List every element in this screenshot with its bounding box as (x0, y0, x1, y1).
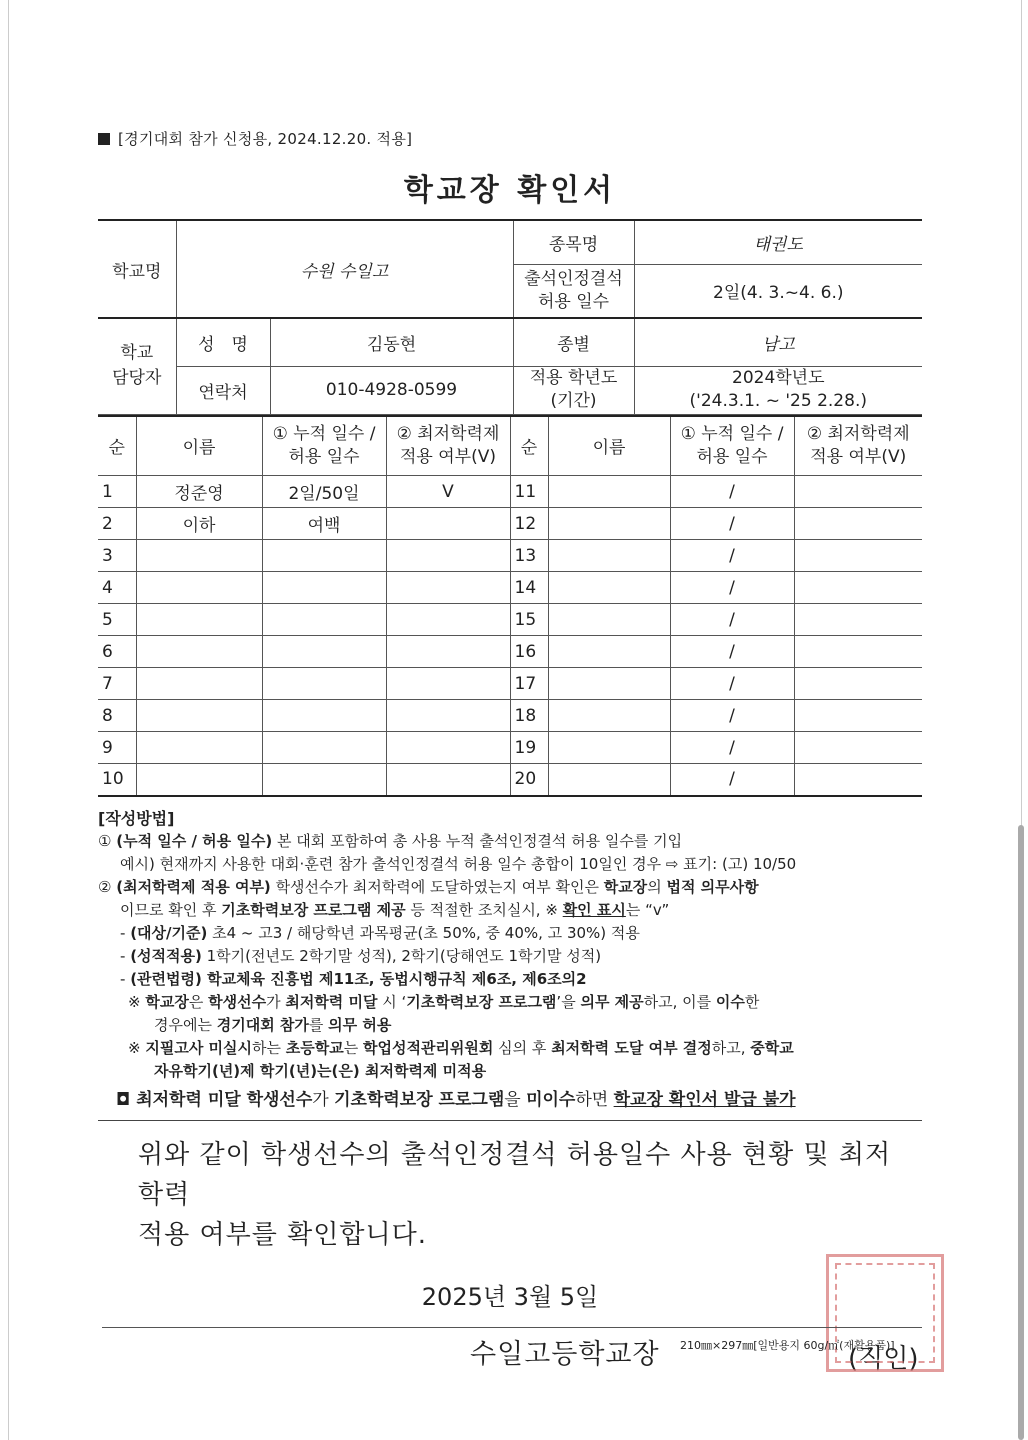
t: 는 (343, 1038, 363, 1057)
t: 은 (188, 992, 209, 1011)
row-no: 10 (98, 764, 136, 796)
year-label-2: (기간) (550, 391, 597, 411)
row-days: / (670, 540, 794, 572)
t: 법적 의무사항 (666, 877, 759, 896)
year-label (513, 366, 634, 414)
row-name (136, 764, 262, 796)
row-check (794, 668, 922, 700)
year-value (634, 366, 922, 414)
t: 초4 ~ 고3 / 해당학년 과목평균(초 50%, 중 40%, 고 30%) 적용 (207, 923, 640, 942)
year-label-1: 적용 학년도 (529, 368, 618, 388)
row-no: 13 (510, 540, 548, 572)
t: 하고, (711, 1038, 751, 1057)
row-check (794, 700, 922, 732)
t: ② (98, 877, 117, 896)
row-days: / (670, 508, 794, 540)
row-no: 15 (510, 604, 548, 636)
inst-line-5 (98, 922, 922, 945)
year-value-1: 2024학년도 (732, 368, 825, 388)
row-days: 여백 (262, 508, 386, 540)
name-value: 김동현 (270, 318, 513, 366)
t: (대상/기준) (130, 923, 208, 942)
t: (누적 일수 / 허용 일수) (116, 831, 273, 850)
t: 시 ‘ (377, 992, 407, 1011)
inst-line-4 (98, 899, 922, 922)
official-seal-stamp (826, 1254, 944, 1372)
t: 초등학교 (285, 1038, 344, 1057)
t: - (120, 946, 131, 965)
row-days: / (670, 700, 794, 732)
row-days (262, 604, 386, 636)
row-name (136, 604, 262, 636)
row-name (548, 668, 670, 700)
row-no: 17 (510, 668, 548, 700)
row-no: 7 (98, 668, 136, 700)
t: 을 (504, 1089, 527, 1110)
t: 하면 (575, 1089, 614, 1110)
row-days: / (670, 732, 794, 764)
roster-row (98, 476, 922, 508)
form-tag (98, 128, 922, 149)
row-check (386, 636, 510, 668)
row-days (262, 764, 386, 796)
t: 학생선수가 최저학력에 도달하였는지 여부 확인은 (270, 877, 604, 896)
row-check (386, 572, 510, 604)
contact-value: 010-4928-0599 (270, 366, 513, 414)
row-days: 2일/50일 (262, 476, 386, 508)
t: 최저학력 미달 학생선수 (130, 1089, 313, 1110)
row-name (548, 508, 670, 540)
scrollbar[interactable] (1018, 825, 1024, 1440)
row-name (548, 700, 670, 732)
info-table (98, 219, 922, 415)
t: - (120, 969, 131, 988)
row-check (794, 764, 922, 796)
row-days: / (670, 636, 794, 668)
days-label (513, 264, 634, 318)
row-no: 9 (98, 732, 136, 764)
col-min-right-2: 적용 여부(V) (810, 446, 907, 467)
roster-row (98, 572, 922, 604)
col-min-left (386, 416, 510, 476)
t: (최저학력제 적용 여부) (116, 877, 271, 896)
row-no: 18 (510, 700, 548, 732)
row-check (794, 604, 922, 636)
row-name (136, 540, 262, 572)
t: 의무 허용 (328, 1015, 392, 1034)
staff-label (98, 318, 176, 414)
t: 기초학력보장 프로그램 (334, 1089, 505, 1110)
t: 학교장 (145, 992, 189, 1011)
row-no: 2 (98, 508, 136, 540)
row-days: / (670, 668, 794, 700)
row-name (548, 572, 670, 604)
inst-line-3 (98, 876, 922, 899)
row-no: 12 (510, 508, 548, 540)
confirm-line-2: 적용 여부를 확인합니다. (138, 1219, 427, 1250)
row-check (794, 572, 922, 604)
row-no: 11 (510, 476, 548, 508)
t: 기초학력보장 프로그램 (406, 992, 557, 1011)
row-days (262, 668, 386, 700)
sport-value: 태권도 (634, 220, 922, 264)
row-check (794, 636, 922, 668)
row-check (386, 668, 510, 700)
t: 확인 표시 (562, 900, 626, 919)
col-min-right-1: ② 최저학력제 (806, 423, 910, 444)
t: 학업성적관리위원회 (362, 1038, 494, 1057)
t: 하고, 이를 (643, 992, 716, 1011)
row-days (262, 732, 386, 764)
row-name (548, 764, 670, 796)
t: ※ (128, 992, 146, 1011)
inst-line-10 (98, 1037, 922, 1060)
row-days: / (670, 764, 794, 796)
t: 의 (647, 877, 667, 896)
t: 미이수 (526, 1089, 576, 1110)
t: 본 대회 포함하여 총 사용 누적 출석인정결석 허용 일수를 기입 (272, 831, 683, 850)
type-value: 남고 (634, 318, 922, 366)
row-name (136, 636, 262, 668)
row-name (548, 732, 670, 764)
row-name (548, 604, 670, 636)
roster-row (98, 636, 922, 668)
row-name (548, 540, 670, 572)
school-label: 학교명 (98, 220, 176, 318)
row-check (794, 732, 922, 764)
sport-label: 종목명 (513, 220, 634, 264)
row-days: / (670, 572, 794, 604)
t: 경우에는 (154, 1015, 217, 1034)
row-days (262, 572, 386, 604)
t: 이수 (715, 992, 745, 1011)
row-check: V (386, 476, 510, 508)
inst-line-8 (98, 991, 922, 1014)
staff-label-2: 담당자 (112, 368, 162, 389)
t: 는 “v” (625, 900, 670, 919)
roster-row (98, 764, 922, 796)
t: (관련법령) 학교체육 진흥법 제11조, 동법시행규칙 제6조, 제6조의2 (130, 969, 587, 988)
row-check (794, 540, 922, 572)
t: 학교장 확인서 발급 불가 (613, 1089, 796, 1110)
row-no: 4 (98, 572, 136, 604)
row-check (386, 508, 510, 540)
confirm-line-1: 위와 같이 학생선수의 출석인정결석 허용일수 사용 현황 및 최저학력 (138, 1139, 892, 1210)
t: - (120, 923, 131, 942)
inst-line-1 (98, 830, 922, 853)
row-check (386, 732, 510, 764)
school-value: 수원 수일고 (176, 220, 513, 318)
col-no-right: 순 (510, 416, 548, 476)
t: 학교장 (603, 877, 648, 896)
year-value-2: ('24.3.1. ~ '25 2.28.) (689, 391, 867, 411)
contact-label: 연락처 (176, 366, 270, 414)
row-days (262, 540, 386, 572)
square-bullet-icon (98, 133, 110, 145)
t: ① (98, 831, 117, 850)
roster-row (98, 508, 922, 540)
row-name (136, 700, 262, 732)
t: 중학교 (750, 1038, 794, 1057)
principal-name: 수일고등학교장 (470, 1338, 660, 1370)
row-no: 16 (510, 636, 548, 668)
inst-line-2: 예시) 현재까지 사용한 대회·훈련 참가 출석인정결석 허용 일수 총합이 10일인 경우 ⇨ 표기: (고) 10/50 (120, 854, 797, 873)
row-check (386, 604, 510, 636)
col-days-right (670, 416, 794, 476)
row-no: 8 (98, 700, 136, 732)
t: 가 (312, 1089, 335, 1110)
t: 의무 제공 (580, 992, 644, 1011)
t: 학생선수 (208, 992, 267, 1011)
days-label-2: 허용 일수 (537, 291, 610, 312)
roster-row (98, 604, 922, 636)
col-days-right-2: 허용 일수 (696, 446, 768, 467)
t: 한 (744, 992, 760, 1011)
bottom-divider (102, 1327, 922, 1328)
col-days-left-1: ① 누적 일수 / (272, 423, 376, 444)
confirmation-text (98, 1135, 922, 1255)
row-name (548, 476, 670, 508)
instructions (98, 807, 922, 1112)
inst-line-11 (98, 1060, 922, 1083)
row-check (386, 540, 510, 572)
form-tag-text: [경기대회 참가 신청용, 2024.12.20. 적용] (118, 130, 413, 148)
row-check (386, 700, 510, 732)
t: 1학기(전년도 2학기말 성적), 2학기(당해연도 1학기말 성적) (201, 946, 602, 965)
row-name (136, 668, 262, 700)
seal-label: (직인) (848, 1343, 919, 1374)
row-days (262, 700, 386, 732)
divider (98, 1120, 922, 1121)
row-check (794, 508, 922, 540)
col-days-right-1: ① 누적 일수 / (680, 423, 784, 444)
t: 경기대회 참가 (216, 1015, 309, 1034)
document (98, 128, 922, 1372)
row-no: 14 (510, 572, 548, 604)
t: ※ (128, 1038, 146, 1057)
t: 기초학력보장 프로그램 제공 (221, 900, 406, 919)
row-no: 19 (510, 732, 548, 764)
days-value: 2일(4. 3.~4. 6.) (634, 264, 922, 318)
t: 심의 후 (493, 1038, 552, 1057)
row-no: 20 (510, 764, 548, 796)
col-min-left-1: ② 최저학력제 (396, 423, 500, 444)
t: 가 (266, 992, 286, 1011)
row-days: / (670, 604, 794, 636)
document-title: 학교장 확인서 (403, 173, 617, 208)
t: 자유학기(년)제 학기(년)는(은) 최저학력제 미적용 (154, 1061, 487, 1080)
row-check (794, 476, 922, 508)
inst-line-9 (98, 1014, 922, 1037)
row-name (136, 732, 262, 764)
row-name (548, 636, 670, 668)
type-label: 종별 (513, 318, 634, 366)
row-name (136, 572, 262, 604)
t: 이므로 확인 후 (120, 900, 222, 919)
t: 등 적절한 조치실시, ※ (405, 900, 563, 919)
row-no: 1 (98, 476, 136, 508)
inst-line-6 (98, 945, 922, 968)
staff-label-1: 학교 (120, 343, 154, 364)
name-label: 성 명 (176, 318, 270, 366)
col-days-left-2: 허용 일수 (288, 446, 360, 467)
row-days (262, 636, 386, 668)
row-no: 6 (98, 636, 136, 668)
notice-box-icon: ◘ (116, 1089, 131, 1110)
col-name-right: 이름 (548, 416, 670, 476)
row-name: 이하 (136, 508, 262, 540)
col-days-left (262, 416, 386, 476)
roster-table (98, 415, 922, 797)
row-no: 3 (98, 540, 136, 572)
row-no: 5 (98, 604, 136, 636)
instructions-heading: [작성방법] (98, 808, 175, 828)
paper-spec: 210㎜×297㎜[일반용지 60g/㎡(재활용품)] (680, 1339, 895, 1352)
t: 최저학력 도달 여부 결정 (551, 1038, 712, 1057)
issue-date: 2025년 3월 5일 (421, 1282, 599, 1311)
roster-row (98, 540, 922, 572)
days-label-1: 출석인정결석 (524, 268, 623, 289)
inst-line-7 (98, 968, 922, 991)
col-no-left: 순 (98, 416, 136, 476)
t: (성적적용) (130, 946, 202, 965)
t: 지필고사 미실시 (145, 1038, 252, 1057)
row-name: 정준영 (136, 476, 262, 508)
roster-row (98, 700, 922, 732)
row-days: / (670, 476, 794, 508)
col-min-right (794, 416, 922, 476)
final-notice (98, 1089, 922, 1112)
roster-row (98, 668, 922, 700)
row-check (386, 764, 510, 796)
t: 하는 (252, 1038, 286, 1057)
col-min-left-2: 적용 여부(V) (400, 446, 496, 467)
t: 최저학력 미달 (285, 992, 378, 1011)
col-name-left: 이름 (136, 416, 262, 476)
roster-row (98, 732, 922, 764)
t: ’을 (556, 992, 581, 1011)
t: 를 (308, 1015, 329, 1034)
